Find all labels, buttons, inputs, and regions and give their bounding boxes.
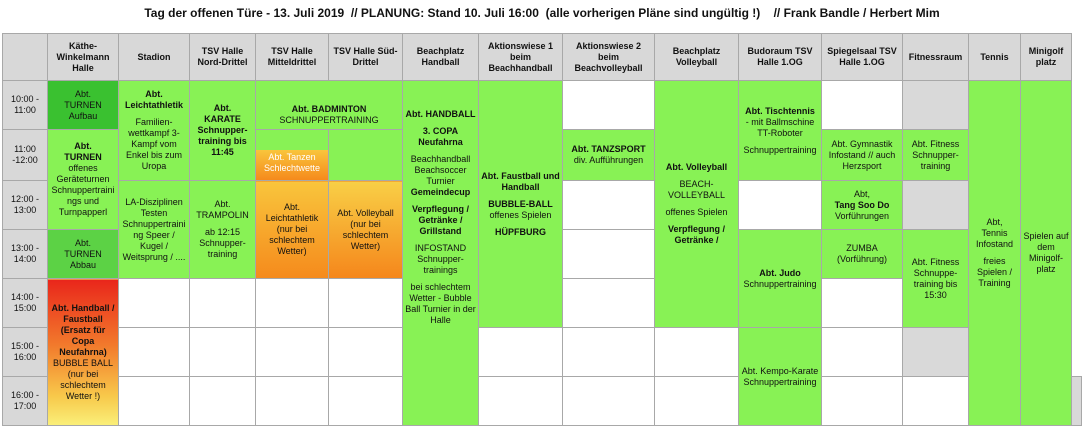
time-row — [3, 81, 1082, 130]
cell-leichtathletik-halle: Abt. Leichtathletik (nur bei schlechtem Wetter) — [256, 181, 329, 279]
cell-empty — [329, 279, 403, 328]
cell-empty — [563, 377, 655, 426]
time-slot: 16:00 - 17:00 — [3, 377, 48, 426]
cell-stadion-leichtathletik: Abt. Leichtathletik Familien-wettkampf 3-Kampf vom Enkel bis zum Uropa — [119, 81, 190, 181]
time-slot: 15:00 - 16:00 — [3, 328, 48, 377]
cell-empty — [256, 279, 329, 328]
cell-kw-turnen-aufbau: Abt. TURNEN Aufbau — [48, 81, 119, 130]
cell-empty — [563, 181, 655, 230]
header-corner — [3, 34, 48, 81]
cell-empty — [655, 328, 739, 377]
cell-empty — [190, 279, 256, 328]
cell-blocked — [903, 81, 969, 130]
header-aktionswiese-1: Aktionswiese 1 beim Beachhandball — [479, 34, 563, 81]
cell-empty — [822, 377, 903, 426]
header-beachplatz-handball: Beachplatz Handball — [403, 34, 479, 81]
schedule-table — [2, 33, 1082, 426]
header-row — [3, 34, 1082, 81]
cell-empty — [739, 181, 822, 230]
cell-badminton-cont — [329, 130, 403, 181]
cell-blocked — [1072, 377, 1082, 426]
time-row — [3, 328, 1082, 377]
cell-badminton: Abt. BADMINTON SCHNUPPERTRAINING — [256, 81, 403, 130]
cell-empty — [329, 328, 403, 377]
cell-tennis: Abt, Tennis Infostand freies Spielen / Training — [969, 81, 1021, 426]
cell-stadion-disziplinen: LA-Disziplinen Testen Schnuppertraining Speer / Kugel / Weitsprung / .... — [119, 181, 190, 279]
time-slot: 10:00 - 11:00 — [3, 81, 48, 130]
cell-empty — [563, 328, 655, 377]
cell-kw-turnen-offen: Abt. TURNEN offenes Geräteturnen Schnuppertrainings und Turnpapperl — [48, 130, 119, 230]
cell-empty — [822, 328, 903, 377]
cell-beach-volleyball: Abt. Volleyball BEACH-VOLLEYBALL offenes Spielen Verpflegung / Getränke / — [655, 81, 739, 328]
header-tsv-mitte: TSV Halle Mitteldrittel — [256, 34, 329, 81]
time-slot: 13:00 - 14:00 — [3, 230, 48, 279]
cell-empty — [479, 328, 563, 377]
cell-empty — [190, 328, 256, 377]
header-tennis: Tennis — [969, 34, 1021, 81]
cell-blocked — [903, 328, 969, 377]
time-slot: 11:00 -12:00 — [3, 130, 48, 181]
cell-tanzsport: Abt. TANZSPORT div. Aufführungen — [563, 130, 655, 181]
cell-judo: Abt. Judo Schnuppertraining — [739, 230, 822, 328]
cell-empty — [256, 328, 329, 377]
cell-minigolf: Spielen auf dem Minigolf-platz — [1021, 81, 1072, 426]
cell-kw-turnen-abbau: Abt. TURNEN Abbau — [48, 230, 119, 279]
cell-beachplatz-handball: Abt. HANDBALL 3. COPA Neufahrna Beachhandball Beachsoccer Turnier Gemeindecup Verpflegung / Getränke / Grillstand INFOSTAND Schnupper-trainings bei schlechtem Wetter - Bubble Ball Turnier in der Halle — [403, 81, 479, 426]
cell-empty — [119, 328, 190, 377]
cell-empty — [903, 377, 969, 426]
header-tsv-sued: TSV Halle Süd-Drittel — [329, 34, 403, 81]
cell-empty — [822, 81, 903, 130]
header-minigolfplatz: Minigolf platz — [1021, 34, 1072, 81]
cell-empty — [479, 377, 563, 426]
cell-empty — [655, 377, 739, 426]
header-budoraum: Budoraum TSV Halle 1.OG — [739, 34, 822, 81]
cell-trampolin: Abt. TRAMPOLIN ab 12:15 Schnupper-training — [190, 181, 256, 279]
cell-empty — [119, 377, 190, 426]
cell-empty — [119, 279, 190, 328]
cell-blocked — [903, 181, 969, 230]
cell-gymnastik: Abt. Gymnastik Infostand // auch Herzsport — [822, 130, 903, 181]
cell-empty — [190, 377, 256, 426]
time-row — [3, 377, 1082, 426]
cell-badminton-cont — [256, 130, 329, 181]
cell-empty — [563, 279, 655, 328]
time-slot: 12:00 - 13:00 — [3, 181, 48, 230]
cell-empty — [256, 377, 329, 426]
cell-empty — [329, 377, 403, 426]
cell-volleyball-halle: Abt. Volleyball (nur bei schlechtem Wetter) — [329, 181, 403, 279]
cell-handball-faustball: Abt. Handball / Faustball (Ersatz für Copa Neufahrna) BUBBLE BALL (nur bei schlechtem Wetter !) — [48, 279, 119, 426]
cell-zumba: ZUMBA (Vorführung) — [822, 230, 903, 279]
header-stadion: Stadion — [119, 34, 190, 81]
time-slot: 14:00 - 15:00 — [3, 279, 48, 328]
header-aktionswiese-2: Aktionswiese 2 beim Beachvolleyball — [563, 34, 655, 81]
cell-empty — [822, 279, 903, 328]
cell-empty — [563, 230, 655, 279]
header-tsv-nord: TSV Halle Nord-Drittel — [190, 34, 256, 81]
cell-fitness-1: Abt. Fitness Schnupper-training — [903, 130, 969, 181]
cell-kempo-karate: Abt. Kempo-Karate Schnuppertraining — [739, 328, 822, 426]
header-kaethe-winkelmann-halle: Käthe-Winkelmann Halle — [48, 34, 119, 81]
cell-fitness-2: Abt. Fitness Schnuppe-training bis 15:30 — [903, 230, 969, 328]
header-beachplatz-volleyball: Beachplatz Volleyball — [655, 34, 739, 81]
header-spiegelsaal: Spiegelsaal TSV Halle 1.OG — [822, 34, 903, 81]
header-fitnessraum: Fitnessraum — [903, 34, 969, 81]
cell-tanzen: Abt. Tanzen Schlechtwette — [256, 150, 328, 180]
cell-empty — [563, 81, 655, 130]
cell-tang-soo-do: Abt, Tang Soo Do Vorführungen — [822, 181, 903, 230]
cell-karate: Abt. KARATE Schnupper-training bis 11:45 — [190, 81, 256, 181]
cell-tischtennis: Abt. Tischtennis - mit Ballmschine TT-Roboter Schnuppertraining — [739, 81, 822, 181]
page-title: Tag der offenen Türe - 13. Juli 2019 // PLANUNG: Stand 10. Juli 16:00 (alle vorherigen Pläne sind ungültig !) // Frank Bandle / Herbert Mim — [144, 6, 940, 20]
cell-aktionswiese-1: Abt. Faustball und Handball BUBBLE-BALL offenes Spielen HÜPFBURG — [479, 81, 563, 328]
